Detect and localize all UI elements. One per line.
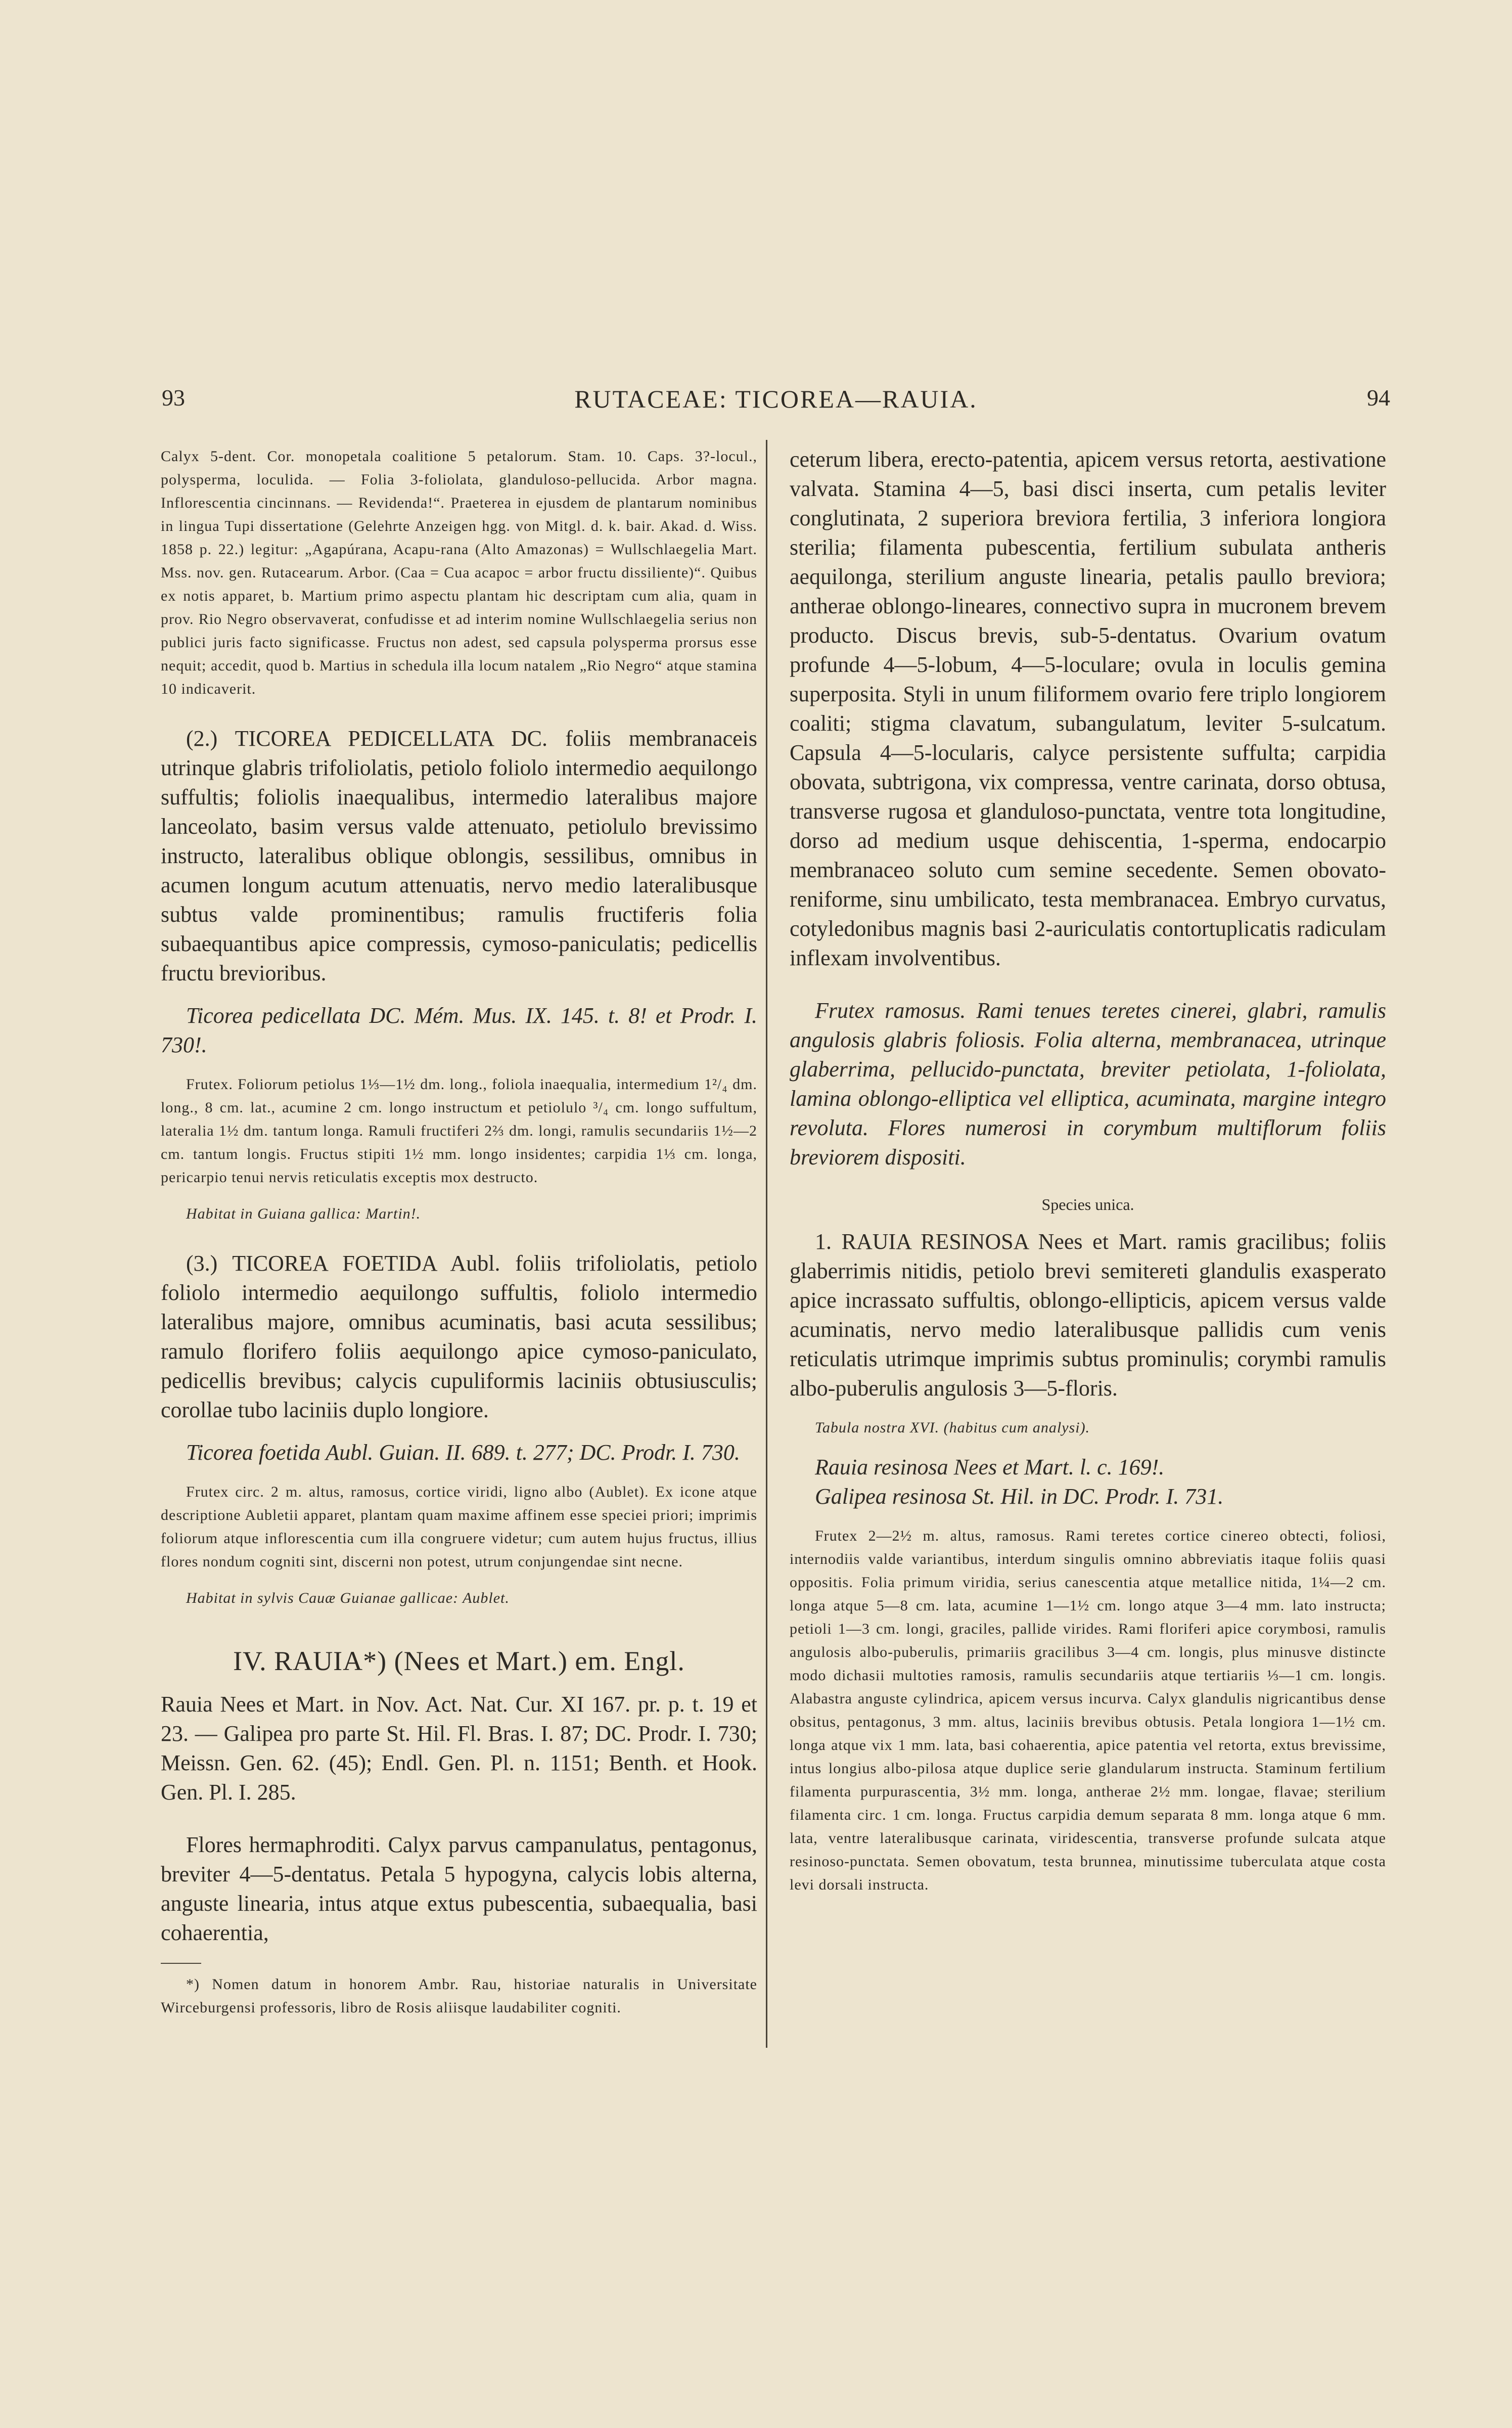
species-description-pedicellata: (2.) TICOREA PEDICELLATA DC. foliis membranaceis utrinque glabris trifoliolatis, petiolo foliolo intermedio aequilongo suffultis; foliolis inaequalibus, intermedio lateralibus majore lanceolato, basim versus valde attenuato, petiolulo brevissimo instructo, lateralibus oblique oblongis, sessilibus, omnibus in acumen longum acutum attenuatis, nervo medio lateralibusque subtus valde prominentibus; ramulis fructiferis folia subaequantibus apice compressis, cymoso-paniculatis; pedicellis fructu brevioribus. (161, 726, 757, 985)
genus-synonymy: Rauia Nees et Mart. in Nov. Act. Nat. Cur. XI 167. pr. p. t. 19 et 23. — Galipea pro parte St. Hil. Fl. Bras. I. 87; DC. Prodr. I. 730; Meissn. Gen. 62. (45); Endl. Gen. Pl. n. 1151; Benth. et Hook. Gen. Pl. I. 285. (161, 1692, 757, 1805)
morphology-note: Frutex. Foliorum petiolus 1⅓—1½ dm. long., foliola inaequalia, intermedium 1²/₄ dm. long., 8 cm. lat., acumine 2 cm. longo instructum et petiolulo ³/₄ cm. longo suffultum, lateralia 1½ dm. tantum longa. Ramuli fructiferi 2⅔ dm. longi, ramulis secundariis 1½—2 cm. tantum longis. Fructus stipiti 1½ mm. longo insidentes; carpidia 1⅓ cm. longa, pericarpio tenui nervis reticulatis exceptis mox destructo. (161, 1076, 757, 1186)
running-header (162, 384, 1390, 425)
genus-description: Flores hermaphroditi. Calyx parvus campanulatus, pentagonus, breviter 4—5-dentatus. Petala 5 hypogyna, calycis lobis alterna, anguste linearia, intus atque extus pubescentia, subaequalia, basi cohaerentia, (161, 1832, 757, 1945)
synonym-citation: Ticorea foetida Aubl. Guian. II. 689. t. 277; DC. Prodr. I. 730. (186, 1440, 740, 1465)
genus-heading: IV. RAUIA*) (Nees et Mart.) em. Engl. (233, 1646, 685, 1676)
morphology-note: Frutex circ. 2 m. altus, ramosus, cortice viridi, ligno albo (Aublet). Ex icone atque descriptione Aubletii apparet, plantam quam maxime affinem esse speciei priori; imprimis foliorum atque inflorescentia cum illa congruere videtur; cum autem hujus fructus, illius flores nondum cogniti sint, discerni non potest, utrum conjungendae sint necne. (161, 1483, 757, 1570)
habit-description: Frutex ramosus. Rami tenues teretes cinerei, glabri, ramulis angulosis glabris foliosis. Folia alterna, membranacea, utrinque glaberrima, pellucido-punctata, breviter petiolata, 1-foliolata, lamina oblongo-elliptica vel elliptica, acuminata, margine integro revoluta. Flores numerosi in corymbum multiflorum foliis breviorem dispositi. (790, 998, 1386, 1170)
right-column (790, 445, 1386, 1897)
species-count-label: Species unica. (1041, 1195, 1134, 1213)
species-description-resinosa: 1. RAUIA RESINOSA Nees et Mart. ramis gracilibus; foliis glaberrimis nitidis, petiolo brevi semitereti glandulis exasperato apice incrassato suffultis, oblongo-ellipticis, apicem versus valde acuminatis, nervo medio lateralibusque pallidis cum venis reticulatis utrimque imprimis subtus prominulis; corymbi ramulis albo-puberulis angulosis 3—5-floris. (790, 1229, 1386, 1401)
running-title: RUTACEAE: TICOREA—RAUIA. (574, 385, 978, 413)
note-paragraph: Calyx 5-dent. Cor. monopetala coalitione 5 petalorum. Stam. 10. Caps. 3?-locul., polysperma, loculida. — Folia 3-foliolata, glanduloso-pellucida. Arbor magna. Inflorescentia cincinnans. — Revidenda!“. Praeterea in ejusdem de plantarum nominibus in lingua Tupi dissertatione (Gelehrte Anzeigen hgg. von Mitgl. d. k. bair. Akad. d. Wiss. 1858 p. 22.) legitur: „Agapúrana, Acapu-rana (Alto Amazonas) = Wullschlaegelia Mart. Mss. nov. gen. Rutacearum. Arbor. (Caa = Cua acapoc = arbor fructu dissiliente)“. Quibus ex notis apparet, b. Martium primo aspectu plantam hic descriptam cum alia, quam in prov. Rio Negro observaverat, confudisse et ad interim nomine Wullschlaegelia serius non publici juris facto significasse. Fructus non adest, sed capsula polysperma prorsus esse nequit; accedit, quod b. Martius in schedula illa locum natalem „Rio Negro“ atque stamina 10 indicaverit. (161, 448, 757, 697)
footnote: *) Nomen datum in honorem Ambr. Rau, historiae naturalis in Universitate Wirceburgensi professoris, libro de Rosis aliisque laudabiliter cogniti. (161, 1976, 757, 2016)
plate-reference: Tabula nostra XVI. (habitus cum analysi). (815, 1419, 1090, 1436)
synonym-citation: Ticorea pedicellata DC. Mém. Mus. IX. 145. t. 8! et Prodr. I. 730!. (161, 1003, 757, 1057)
footnote-rule (161, 1963, 201, 1964)
habitat-line: Habitat in sylvis Cauæ Guianae gallicae: Aublet. (186, 1590, 510, 1606)
genus-description-continued: ceterum libera, erecto-patentia, apicem versus retorta, aestivatione valvata. Stamina 4—5, basi disci inserta, cum petalis leviter conglutinata, 2 superiora breviora fertilia, 3 inferiora longiora sterilia; filamenta pubescentia, fertilium subulata antheris aequilonga, sterilium anguste linearia, petalis paullo breviora; antherae oblongo-lineares, connectivo supra in mucronem brevem producto. Discus brevis, sub-5-dentatus. Ovarium ovatum profunde 4—5-lobum, 4—5-loculare; ovula in loculis gemina superposita. Styli in unum filiformem ovario fere triplo longiorem coaliti; stigma clavatum, subangulatum, leviter 5-sulcatum. Capsula 4—5-locularis, calyce persistente suffulta; carpidia obovata, subtrigona, vix compressa, ventre carinata, dorso obtusa, transverse rugosa et glanduloso-punctata, ventre tota longitudine, dorso ad medium usque dehiscentia, 1-sperma, endocarpio membranaceo soluto cum semine secedente. Semen obovato-reniforme, sinu umbilicato, testa membranacea. Embryo curvatus, cotyledonibus magnis basi 2-auriculatis contortuplicatis radiculam inflexam involventibus. (790, 447, 1386, 970)
column-divider (766, 440, 767, 2048)
species-description-foetida: (3.) TICOREA FOETIDA Aubl. foliis trifoliolatis, petiolo foliolo intermedio aequilongo suffultis, foliolo intermedio lateralibus majore, omnibus acuminatis, basi acuta sessilibus; ramulo florifero foliis aequilongo apice cymoso-paniculato, pedicellis brevibus; calycis cupuliformis laciniis obtusiusculis; corollae tubo laciniis duplo longiore. (161, 1251, 757, 1422)
page-number-right: 94 (1367, 385, 1390, 411)
habitat-line: Habitat in Guiana gallica: Martin!. (186, 1205, 421, 1222)
morphology-note: Frutex 2—2½ m. altus, ramosus. Rami teretes cortice cinereo obtecti, foliosi, internodiis valde variantibus, interdum singulis omnino abbreviatis itaque foliis quasi oppositis. Folia primum viridia, serius canescentia atque metallice nitida, 1¼—2 cm. longa atque 5—8 cm. lata, acumine 1—1½ cm. longo atque 3—4 mm. lato instructa; petioli 1—3 cm. longi, graciles, pallide virides. Rami floriferi apice corymbosi, ramulis angulosis albo-puberulis, primariis gracilibus 3—4 cm. longis, plus minusve distincte modo dichasii multoties ramosis, ramulis secundariis atque tertiariis ⅓—1 cm. longis. Alabastra anguste cylindrica, apicem versus incurva. Calyx glandulis nigricantibus dense obsitus, pentagonus, 3 mm. altus, laciniis brevibus obtusis. Petala longiora 1—1½ cm. longa atque vix 1 mm. lata, basi cohaerentia, apice patentia vel retorta, extus brevissime, intus longius albo-pilosa atque duplice serie glandularum instructa. Staminum fertilium filamenta purpurascentia, 3½ mm. longa, antherae 2½ mm. longae, flavae; sterilium filamenta circ. 1 cm. longa. Fructus carpidia demum separata 8 mm. longa atque 6 mm. lata, ventre lateralibusque carinata, viridescentia, transverse profunde sulcata atque resinoso-punctata. Semen obovatum, testa brunnea, minutissime tuberculata atque costa levi dorsali instructa. (790, 1527, 1386, 1893)
left-column (161, 445, 757, 2019)
page-number-left: 93 (162, 385, 185, 411)
synonym-citation: Galipea resinosa St. Hil. in DC. Prodr. I. 731. (815, 1484, 1224, 1509)
synonym-citation: Rauia resinosa Nees et Mart. l. c. 169!. (815, 1455, 1165, 1479)
